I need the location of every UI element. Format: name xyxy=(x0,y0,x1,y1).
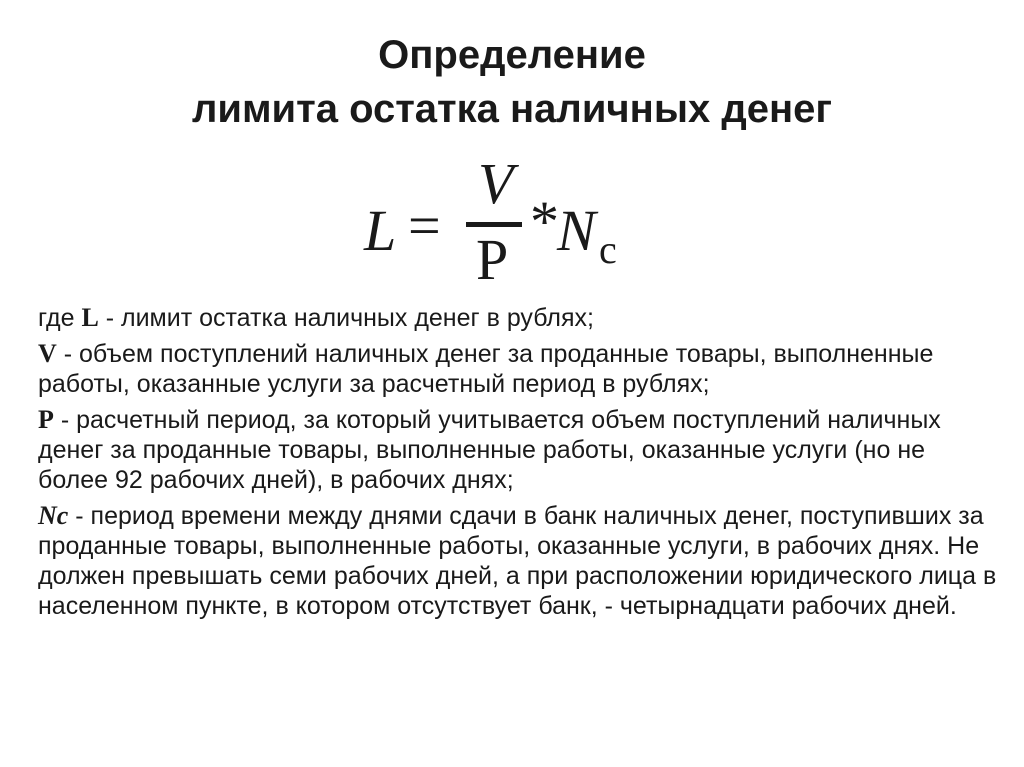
symbol-v: V xyxy=(38,339,57,368)
title-line-2: лимита остатка наличных денег xyxy=(191,87,833,131)
symbol-nc: Nc xyxy=(38,501,69,530)
definitions-list xyxy=(38,303,998,627)
formula-multiply: * xyxy=(530,189,559,254)
symbol-p: P xyxy=(38,405,54,434)
formula-lhs: L xyxy=(364,198,397,263)
formula-denominator: P xyxy=(476,227,509,292)
formula-subscript: с xyxy=(599,227,617,272)
title-line-1: Определение xyxy=(378,33,646,77)
definition-text: - расчетный период, за который учитывается объем поступлений наличных денег за проданные товары, выполненные работы, оказанные услуги (но не более 92 рабочих дней), в рабочих днях; xyxy=(38,406,941,494)
formula-numerator: V xyxy=(478,151,514,216)
definition-text: - лимит остатка наличных денег в рублях; xyxy=(98,304,594,332)
formula-equals: = xyxy=(408,193,441,258)
definition-nc xyxy=(38,501,998,621)
definition-text: - объем поступлений наличных денег за проданные товары, выполненные работы, оказанные услуги за расчетный период в рублях; xyxy=(38,340,934,398)
page-title xyxy=(0,28,1024,136)
definition-v xyxy=(38,339,998,399)
definition-prefix: где xyxy=(38,304,82,332)
definition-text: - период времени между днями сдачи в банк наличных денег, поступивших за проданные товары, выполненные работы, оказанные услуги, в рабочих днях. Не должен превышать семи рабочих дней, а при расположении юридического лица в населенном пункте, в котором отсутствует банк, - четырнадцати рабочих дней. xyxy=(38,502,997,620)
cash-limit-formula xyxy=(360,151,660,295)
definition-p xyxy=(38,405,998,495)
symbol-l: L xyxy=(81,303,99,332)
formula-factor: N xyxy=(557,198,596,263)
definition-l xyxy=(38,303,998,333)
